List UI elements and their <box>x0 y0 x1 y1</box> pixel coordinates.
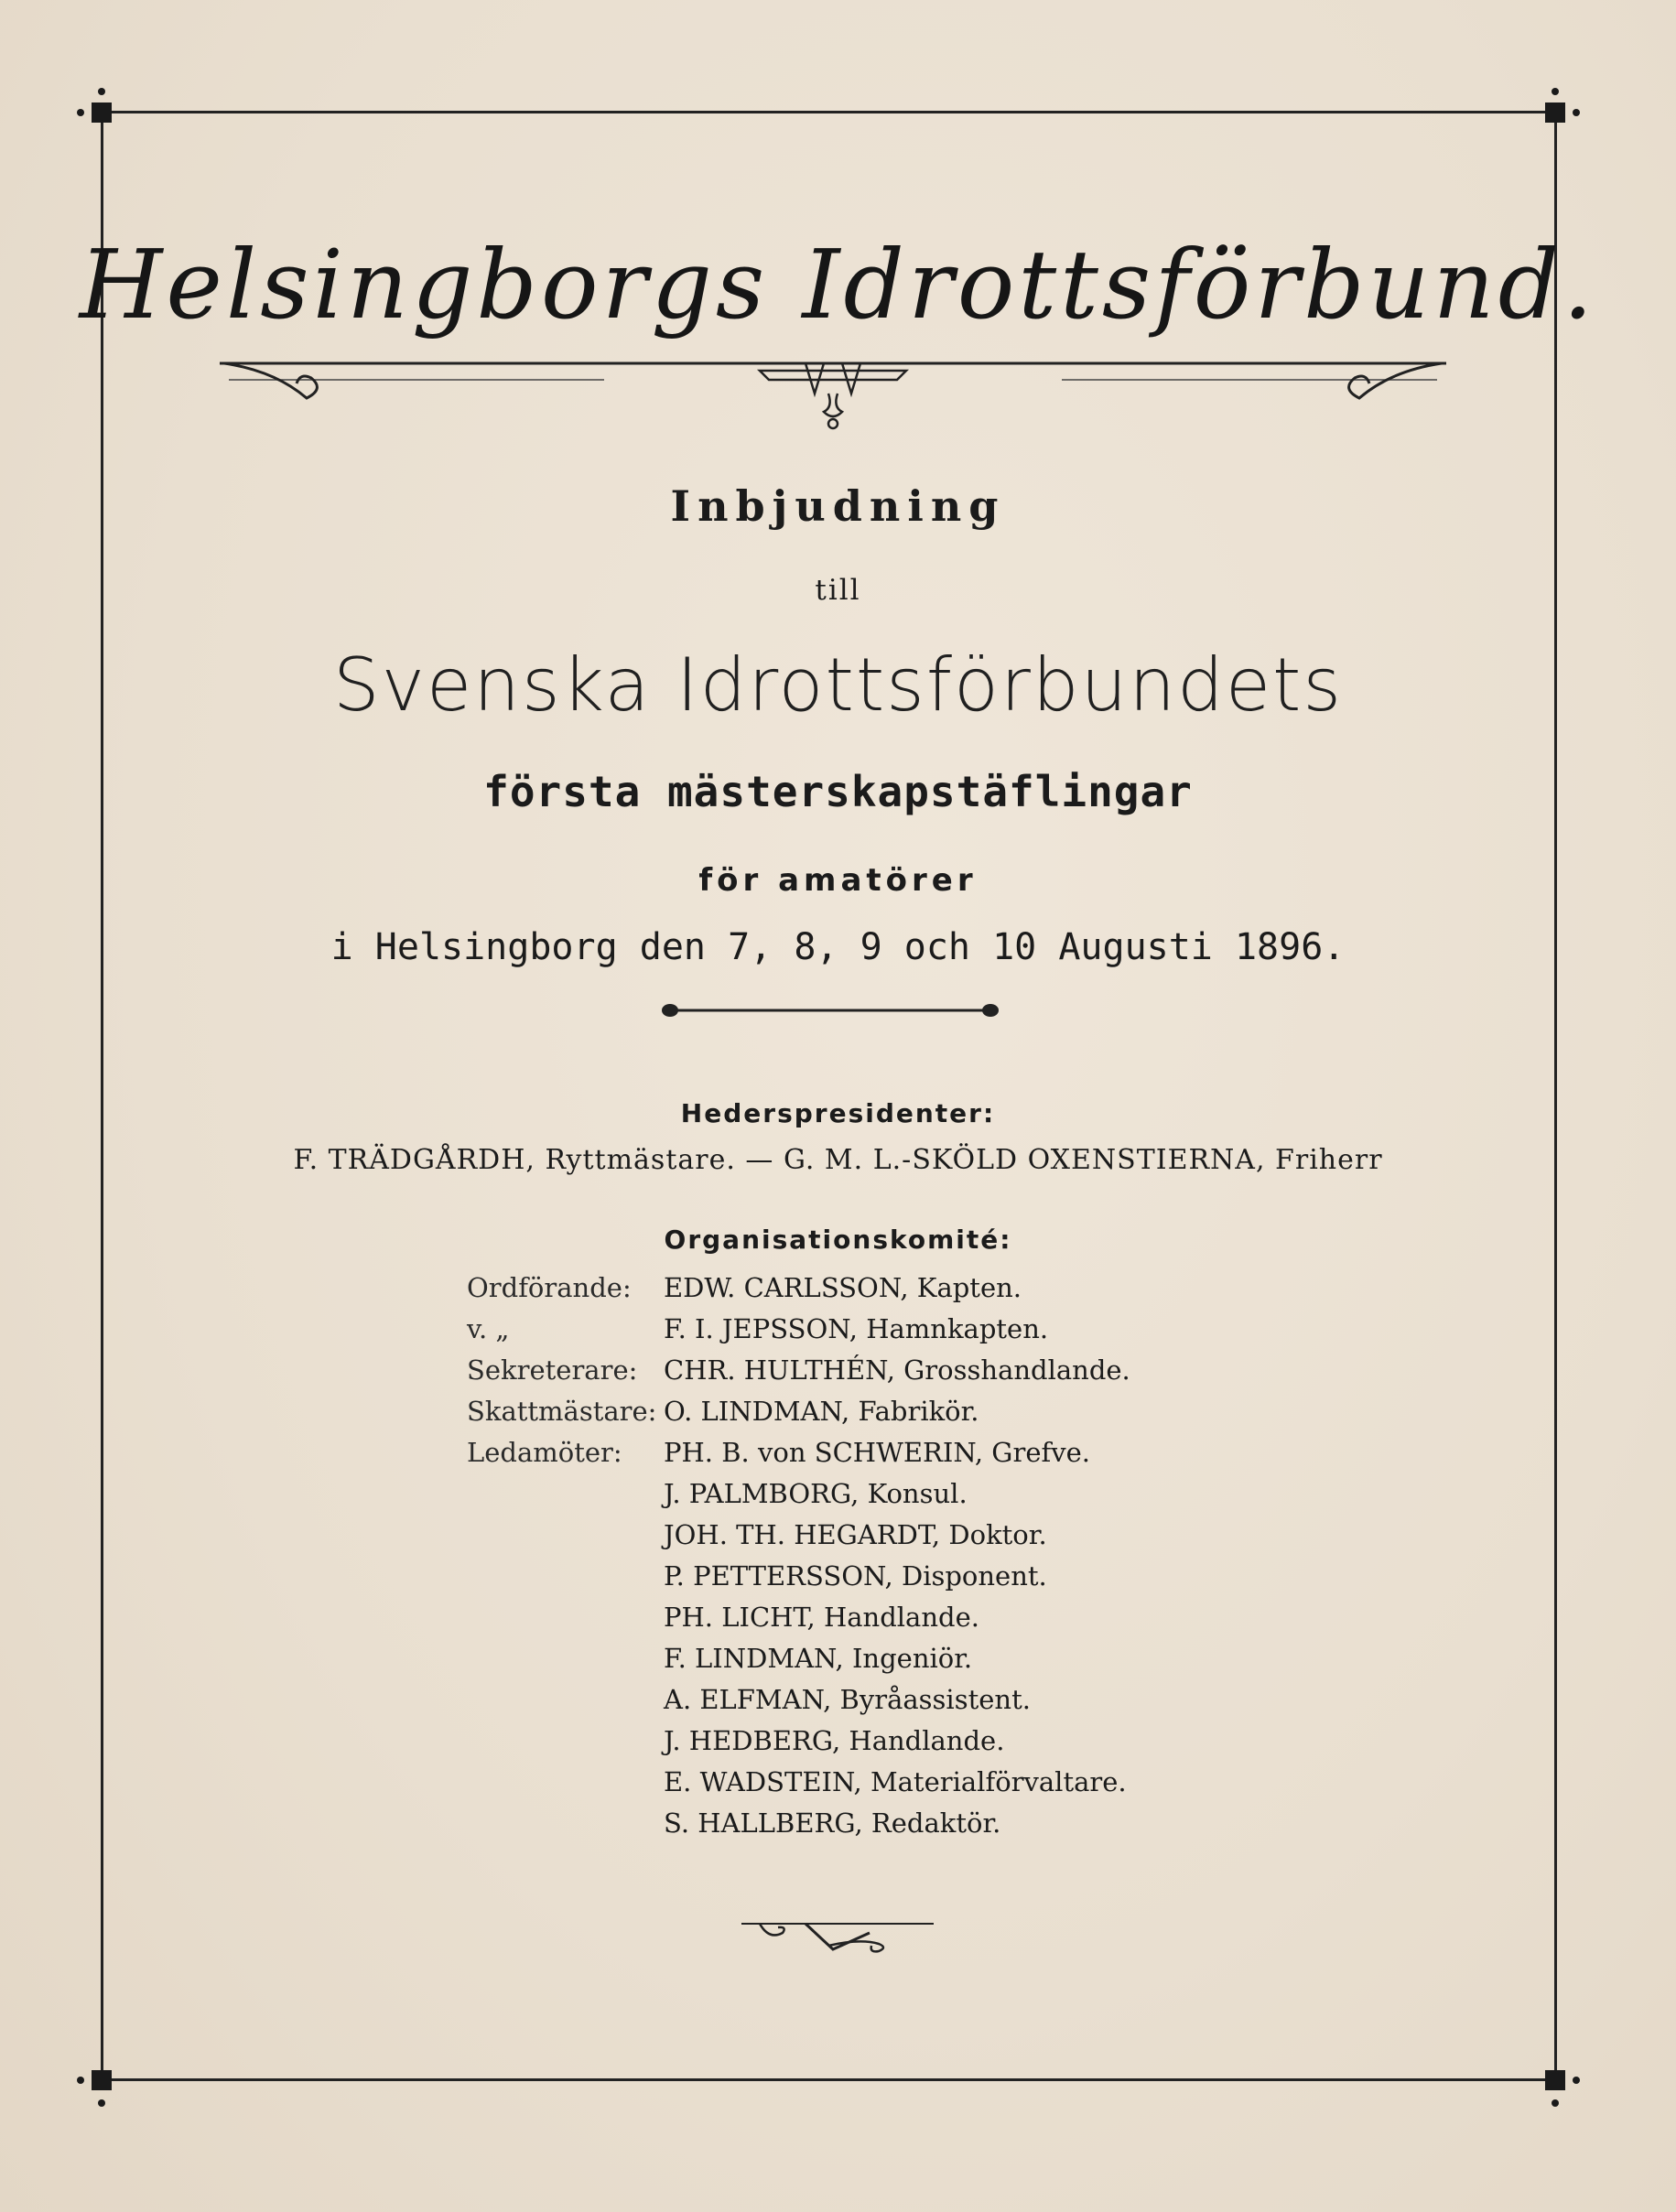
list-item <box>467 1473 1130 1515</box>
event-name: första mästerskapstäflingar <box>483 767 1193 816</box>
corner-dot-icon <box>1552 2099 1559 2107</box>
list-item <box>467 1721 1130 1762</box>
divider-rule-icon <box>661 1001 1000 1020</box>
corner-dot-icon <box>1573 2077 1580 2084</box>
club-title: Helsingborgs Idrottsförbund. <box>79 229 1597 340</box>
committee-heading: Organisationskomité: <box>664 1225 1012 1255</box>
member-role: Ledamöter: <box>467 1437 622 1468</box>
member-name: PH. B. von SCHWERIN, Grefve. <box>664 1437 1090 1468</box>
event-audience: för amatörer <box>698 862 978 899</box>
member-role <box>467 1556 664 1597</box>
list-item <box>467 1350 1130 1391</box>
member-name: E. WADSTEIN, Materialförvaltare. <box>664 1766 1127 1797</box>
corner-dot-icon <box>1552 88 1559 95</box>
list-item <box>467 1432 1130 1473</box>
honorary-names: F. TRÄDGÅRDH, Ryttmästare. — G. M. L.-SKÖLD OXENSTIERNA, Friherr <box>293 1144 1383 1176</box>
invitation-till: till <box>815 574 861 607</box>
frame-bottom-line <box>101 2078 1565 2081</box>
list-item <box>467 1309 1130 1350</box>
member-role <box>467 1762 664 1803</box>
corner-dot-icon <box>98 2099 105 2107</box>
member-role <box>467 1721 664 1762</box>
member-role <box>467 1638 664 1679</box>
corner-dot-icon <box>1573 109 1580 116</box>
member-name: JOH. TH. HEGARDT, Doktor. <box>664 1519 1047 1550</box>
member-name: J. HEDBERG, Handlande. <box>664 1725 1005 1756</box>
list-item <box>467 1515 1130 1556</box>
corner-ornament-tl-icon <box>92 103 112 123</box>
list-item <box>467 1803 1130 1844</box>
federation-name: Svenska Idrottsförbundets <box>332 642 1344 728</box>
corner-dot-icon <box>77 109 84 116</box>
list-item <box>467 1268 1130 1309</box>
member-role <box>467 1803 664 1844</box>
list-item <box>467 1556 1130 1597</box>
member-role: Ordförande: <box>467 1272 632 1303</box>
member-name: P. PETTERSSON, Disponent. <box>664 1560 1047 1592</box>
corner-ornament-tr-icon <box>1545 103 1565 123</box>
member-role: Skattmästare: <box>467 1396 657 1427</box>
list-item <box>467 1762 1130 1803</box>
frame-top-line <box>101 111 1565 113</box>
frame-right-line <box>1554 111 1557 2081</box>
event-location-date: i Helsingborg den 7, 8, 9 och 10 Augusti 1896. <box>330 926 1346 968</box>
corner-ornament-br-icon <box>1545 2070 1565 2090</box>
title-flourish-icon <box>220 352 1446 435</box>
member-name: PH. LICHT, Handlande. <box>664 1602 979 1633</box>
list-item <box>467 1597 1130 1638</box>
member-role <box>467 1473 664 1515</box>
member-role: Sekreterare: <box>467 1354 638 1386</box>
corner-ornament-bl-icon <box>92 2070 112 2090</box>
member-role <box>467 1679 664 1721</box>
member-name: A. ELFMAN, Byråassistent. <box>664 1684 1031 1715</box>
member-role <box>467 1515 664 1556</box>
member-name: EDW. CARLSSON, Kapten. <box>664 1272 1022 1303</box>
list-item <box>467 1638 1130 1679</box>
member-role <box>467 1597 664 1638</box>
invitation-title: Inbjudning <box>670 481 1006 531</box>
committee-list <box>467 1268 1130 1844</box>
member-name: F. I. JEPSSON, Hamnkapten. <box>664 1313 1049 1344</box>
honorary-heading: Hederspresidenter: <box>680 1098 996 1128</box>
end-flourish-icon <box>741 1913 934 1958</box>
member-name: F. LINDMAN, Ingeniör. <box>664 1643 973 1674</box>
member-name: CHR. HULTHÉN, Grosshandlande. <box>664 1354 1130 1386</box>
member-name: J. PALMBORG, Konsul. <box>664 1478 968 1509</box>
list-item <box>467 1391 1130 1432</box>
member-role: v. „ <box>467 1313 510 1344</box>
frame-left-line <box>101 111 103 2081</box>
list-item <box>467 1679 1130 1721</box>
corner-dot-icon <box>77 2077 84 2084</box>
member-name: S. HALLBERG, Redaktör. <box>664 1807 1001 1839</box>
corner-dot-icon <box>98 88 105 95</box>
member-name: O. LINDMAN, Fabrikör. <box>664 1396 979 1427</box>
